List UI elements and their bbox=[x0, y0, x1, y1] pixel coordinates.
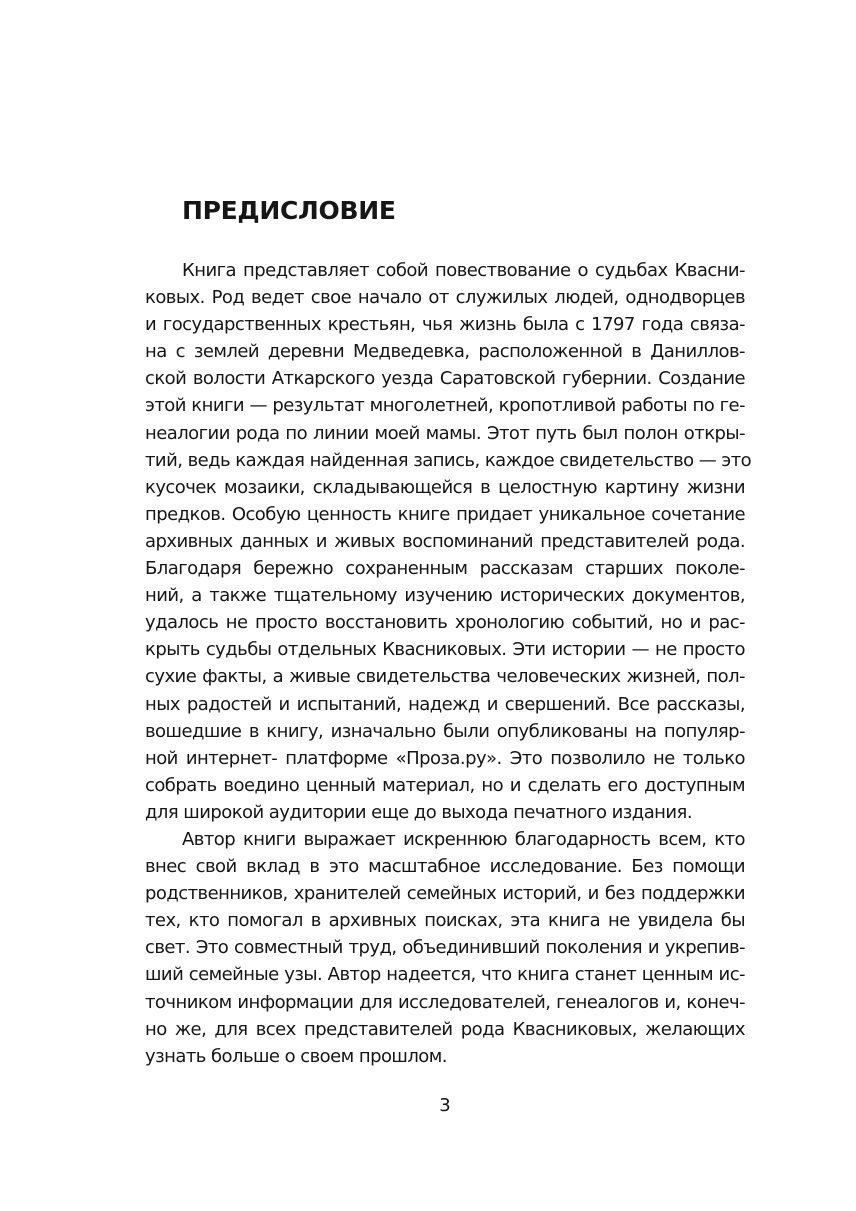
text-line: предков. Особую ценность книге придает уникальное сочетание bbox=[145, 503, 745, 525]
text-line: тех, кто помогал в архивных поисках, эта книга не увидела бы bbox=[145, 910, 745, 932]
text-line: кусочек мозаики, складывающейся в целостную картину жизни bbox=[145, 476, 745, 498]
text-line: вошедшие в книгу, изначально были опубликованы на популяр- bbox=[145, 720, 745, 742]
text-line: удалось не просто восстановить хронологию событий, но и рас- bbox=[145, 612, 745, 634]
text-line: и государственных крестьян, чья жизнь была с 1797 года связа- bbox=[145, 314, 745, 336]
text-line: узнать больше о своем прошлом. bbox=[145, 1045, 447, 1067]
text-line: ных радостей и испытаний, надежд и свершений. Все рассказы, bbox=[145, 693, 745, 715]
text-line: на с землей деревни Медведевка, расположенной в Даниллов- bbox=[145, 341, 745, 363]
text-line: Благодаря бережно сохраненным рассказам старших поколе- bbox=[145, 558, 745, 580]
text-line: ской волости Аткарского уезда Саратовской губернии. Создание bbox=[145, 368, 745, 390]
text-line: ковых. Род ведет свое начало от служилых людей, однодворцев bbox=[145, 287, 745, 309]
text-line: Книга представляет собой повествование о судьбах Квасни- bbox=[182, 260, 745, 281]
body-text bbox=[145, 257, 752, 1070]
page-title: ПРЕДИСЛОВИЕ bbox=[182, 196, 396, 225]
paragraph-2 bbox=[145, 826, 745, 1070]
page-number: 3 bbox=[439, 1095, 451, 1116]
text-line: ший семейные узы. Автор надеется, что книга станет ценным ис- bbox=[145, 964, 745, 986]
text-line: внес свой вклад в это масштабное исследование. Без помощи bbox=[145, 856, 745, 878]
text-line: собрать воедино ценный материал, но и сделать его доступным bbox=[145, 774, 745, 796]
text-line: родственников, хранителей семейных историй, и без поддержки bbox=[145, 883, 745, 905]
text-line: ной интернет- платформе «Проза.ру». Это позволило не только bbox=[145, 747, 745, 769]
text-line: этой книги — результат многолетней, кропотливой работы по ге- bbox=[145, 395, 745, 417]
text-line: точником информации для исследователей, генеалогов и, конеч- bbox=[145, 991, 745, 1013]
text-line: сухие факты, а живые свидетельства человеческих жизней, пол- bbox=[145, 666, 745, 688]
text-line: ний, а также тщательному изучению исторических документов, bbox=[145, 585, 745, 607]
text-line: крыть судьбы отдельных Квасниковых. Эти истории — не просто bbox=[145, 639, 745, 661]
text-line: для широкой аудитории еще до выхода печатного издания. bbox=[145, 801, 692, 823]
text-line: но же, для всех представителей рода Квасниковых, желающих bbox=[145, 1018, 745, 1040]
text-line: Автор книги выражает искреннюю благодарность всем, кто bbox=[182, 828, 745, 850]
text-line: тий, ведь каждая найденная запись, каждое свидетельство — это bbox=[145, 449, 752, 471]
paragraph-1 bbox=[145, 257, 752, 826]
text-line: архивных данных и живых воспоминаний представителей рода. bbox=[145, 530, 745, 552]
text-line: неалогии рода по линии моей мамы. Этот путь был полон откры- bbox=[145, 422, 745, 444]
text-line: свет. Это совместный труд, объединивший поколения и укрепив- bbox=[145, 937, 745, 959]
